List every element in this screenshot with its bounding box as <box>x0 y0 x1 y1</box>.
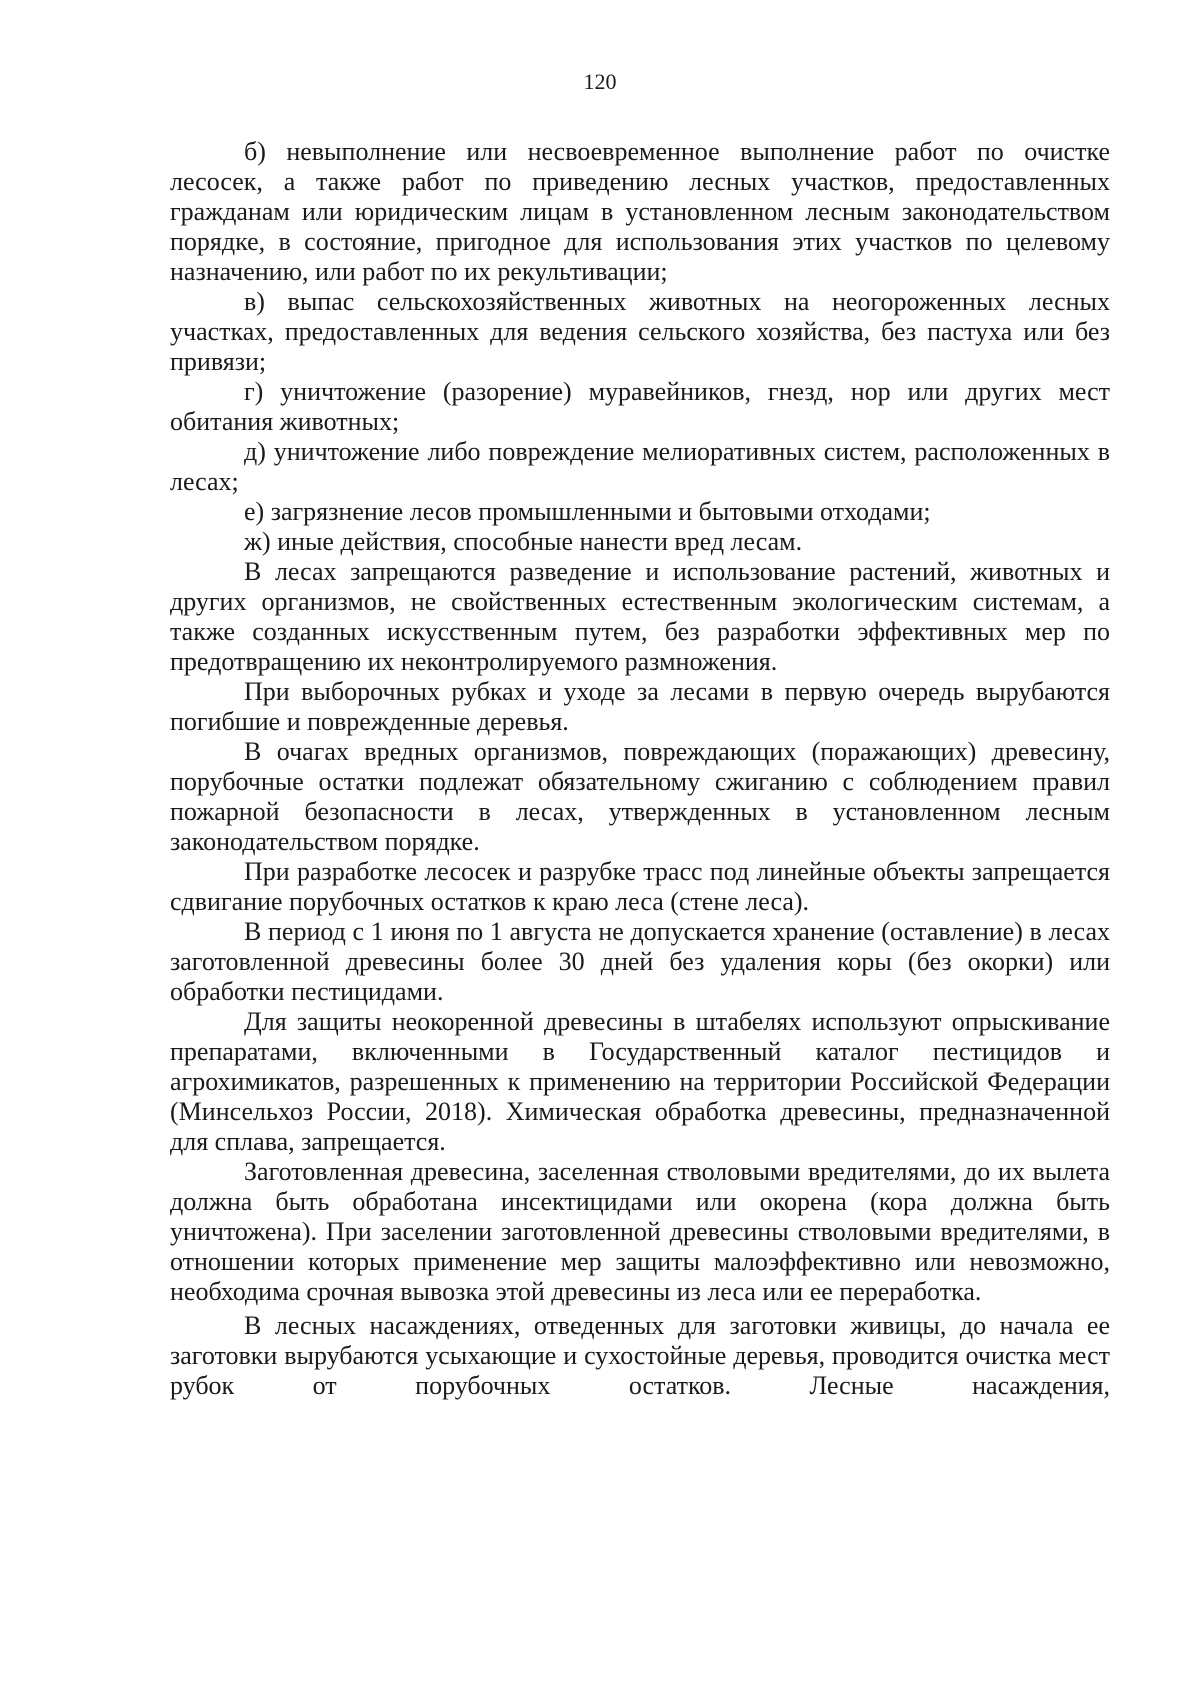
paragraph-infested-wood: Заготовленная древесина, заселенная стволовыми вредителями, до их вылета должна быть обработана инсектицидами или окорена (кора должна быть уничтожена). При заселении заготовленной древесины стволовыми вредителями, в отношении которых применение мер защиты малоэффективно или невозможно, необходима срочная вывозка этой древесины из леса или ее переработка. <box>170 1157 1110 1306</box>
paragraph-felling-residues: При разработке лесосек и разрубке трасс под линейные объекты запрещается сдвигание порубочных остатков к краю леса (стене леса). <box>170 857 1110 916</box>
paragraph-item-g: г) уничтожение (разорение) муравейников, гнезд, нор или других мест обитания животных; <box>170 377 1110 436</box>
paragraph-item-zh: ж) иные действия, способные нанести вред лесам. <box>244 527 803 556</box>
paragraph-item-e: е) загрязнение лесов промышленными и бытовыми отходами; <box>244 497 931 526</box>
paragraph-wood-protection: Для защиты неокоренной древесины в штабелях используют опрыскивание препаратами, включенными в Государственный каталог пестицидов и агрохимикатов, разрешенных к применению на территории Российской Федерации (Минсельхоз России, 2018). Химическая обработка древесины, предназначенной для сплава, запрещается. <box>170 1007 1110 1156</box>
paragraph-selective-felling: При выборочных рубках и уходе за лесами в первую очередь вырубаются погибшие и поврежденные деревья. <box>170 677 1110 736</box>
paragraph-item-b: б) невыполнение или несвоевременное выполнение работ по очистке лесосек, а также работ по приведению лесных участков, предоставленных гражданам или юридическим лицам в установленном лесным законодательством порядке, в состояние, пригодное для использования этих участков по целевому назначению, или работ по их рекультивации; <box>170 137 1110 286</box>
paragraph-storage-period: В период с 1 июня по 1 августа не допускается хранение (оставление) в лесах заготовленной древесины более 30 дней без удаления коры (без окорки) или обработки пестицидами. <box>170 917 1110 1006</box>
paragraph-invasive-organisms: В лесах запрещаются разведение и использование растений, животных и других организмов, не свойственных естественным экологическим системам, а также созданных искусственным путем, без разработки эффективных мер по предотвращению их неконтролируемого размножения. <box>170 557 1110 676</box>
document-body <box>170 137 1110 1401</box>
paragraph-resin-tapping: В лесных насаждениях, отведенных для заготовки живицы, до начала ее заготовки вырубаются усыхающие и сухостойные деревья, проводится очистка мест рубок от порубочных остатков. Лесные насаждения, <box>170 1311 1110 1400</box>
page-number: 120 <box>583 69 617 94</box>
paragraph-pest-foci: В очагах вредных организмов, повреждающих (поражающих) древесину, порубочные остатки подлежат обязательному сжиганию с соблюдением правил пожарной безопасности в лесах, утвержденных в установленном лесным законодательством порядке. <box>170 737 1110 856</box>
paragraph-item-v: в) выпас сельскохозяйственных животных на неогороженных лесных участках, предоставленных для ведения сельского хозяйства, без пастуха или без привязи; <box>170 287 1110 376</box>
paragraph-item-d: д) уничтожение либо повреждение мелиоративных систем, расположенных в лесах; <box>170 437 1110 496</box>
